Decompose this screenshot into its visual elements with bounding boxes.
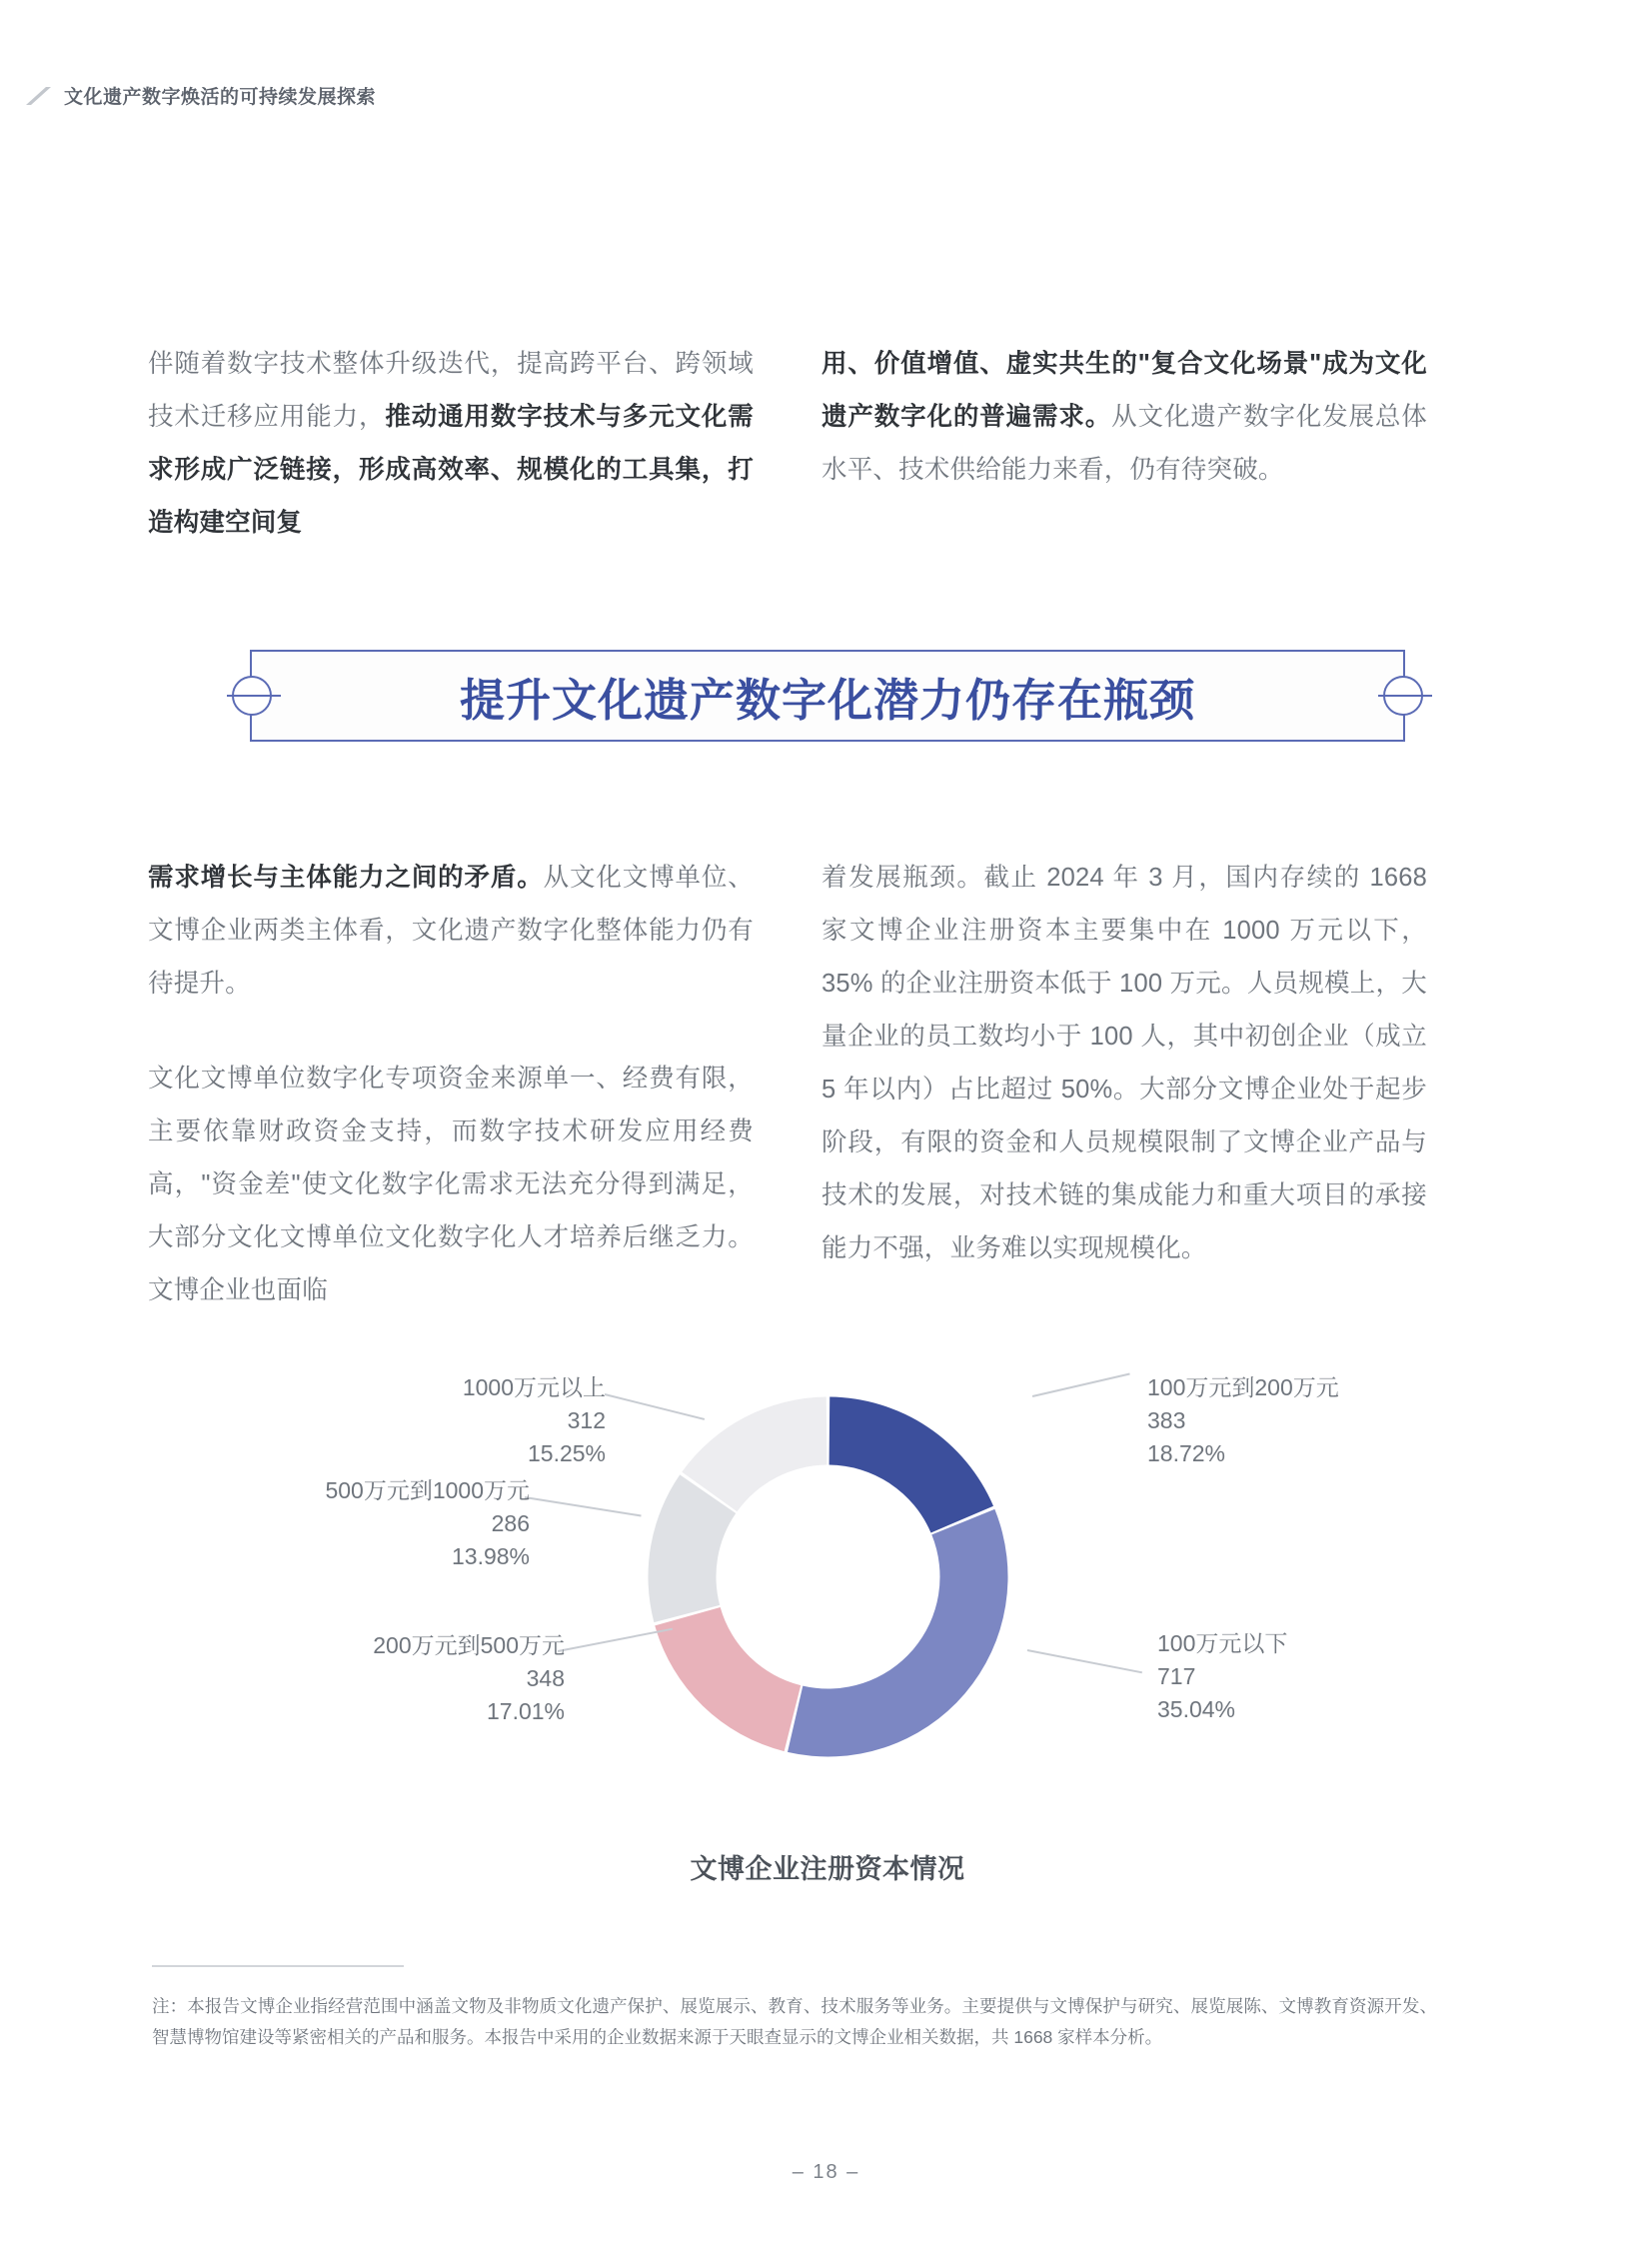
chevron-flag-icon: [26, 86, 52, 106]
leader-line-100-below: [1027, 1649, 1142, 1673]
slice-label-text: 1000万元以上: [462, 1374, 606, 1400]
main-left-lead-bold: 需求增长与主体能力之间的矛盾。: [148, 864, 544, 892]
slice-value-text: 348: [526, 1665, 565, 1691]
slice-percent-text: 35.04%: [1157, 1696, 1236, 1722]
slice-label-text: 200万元到500万元: [373, 1632, 565, 1658]
slice-label-100-200: [1147, 1371, 1409, 1470]
slice-value-text: 312: [567, 1407, 606, 1433]
leader-line-500-1000: [525, 1496, 642, 1516]
chart-title: 文博企业注册资本情况: [690, 1854, 965, 1884]
donut-svg: [641, 1389, 1015, 1764]
slice-label-200-500: [303, 1629, 565, 1728]
running-header-title: 文化遗产数字焕活的可持续发展探索: [64, 87, 377, 108]
registered-capital-donut-chart: [148, 1369, 1507, 1929]
intro-left-bold: 推动通用数字技术与多元文化需求形成广泛链接，形成高效率、规模化的工具集，打造构建空间复: [148, 403, 754, 537]
running-header: [26, 82, 376, 109]
intro-right-column: [822, 338, 1427, 550]
intro-left-plain: 伴随着数字技术整体升级迭代，提高跨平台、跨领域技术迁移应用能力，: [148, 350, 754, 431]
intro-columns: [148, 338, 1427, 550]
slice-value-text: 717: [1157, 1663, 1196, 1689]
intro-paragraph-left: [148, 338, 754, 550]
slice-percent-text: 15.25%: [527, 1440, 606, 1466]
slice-percent-text: 18.72%: [1147, 1440, 1226, 1466]
donut-graphic: [641, 1389, 1015, 1764]
slice-percent-text: 17.01%: [486, 1698, 565, 1724]
slice-value-text: 286: [491, 1510, 530, 1536]
footnote-divider: [152, 1965, 404, 1967]
slice-label-500-1000: [268, 1474, 530, 1573]
intro-right-plain: 从文化遗产数字化发展总体水平、技术供给能力来看，仍有待突破。: [822, 403, 1428, 484]
slice-label-text: 100万元到200万元: [1147, 1374, 1339, 1400]
slice-percent-text: 13.98%: [451, 1543, 530, 1569]
donut-slice: [829, 1397, 993, 1533]
main-left-column: [148, 852, 754, 1317]
main-right-paragraph-1: 着发展瓶颈。截止 2024 年 3 月，国内存续的 1668 家文博企业注册资本主要集中在 1000 万元以下，35% 的企业注册资本低于 100 万元。人员规模上，大量企业的员工数均小于 100 人，其中初创企业（成立 5 年以内）占比超过 50%。大部分文博企业处于起步阶段，有限的资金和人员规模限制了文博企业产品与技术的发展，对技术链的集成能力和重大项目的承接能力不强，业务难以实现规模化。: [822, 864, 1427, 1262]
intro-right-bold: 用、价值增值、虚实共生的"复合文化场景"成为文化遗产数字化的普遍需求。: [822, 350, 1427, 431]
leader-line-100-200: [1032, 1373, 1130, 1397]
main-left-paragraph-2: 文化文博单位数字化专项资金来源单一、经费有限，主要依靠财政资金支持，而数字技术研发应用经费高，"资金差"使文化数字化需求无法充分得到满足，大部分文化文博单位文化数字化人才培养后继乏力。文博企业也面临: [148, 1065, 754, 1304]
footnote-text: 注：本报告文博企业指经营范围中涵盖文物及非物质文化遗产保护、展览展示、教育、技术服务等业务。主要提供与文博保护与研究、展览展陈、文博教育资源开发、智慧博物馆建设等紧密相关的产品和服务。本报告中采用的企业数据来源于天眼查显示的文博企业相关数据，共 1668 家样本分析。: [152, 1996, 1437, 2047]
slice-label-100-below: [1157, 1627, 1397, 1726]
slice-label-1000-above: [356, 1371, 606, 1470]
intro-left-column: [148, 338, 754, 550]
slice-label-text: 100万元以下: [1157, 1630, 1288, 1656]
main-columns: [148, 852, 1427, 1317]
main-left-paragraph-1: [148, 852, 754, 1011]
main-left-lead-plain: 从文化文博单位、文博企业两类主体看，文化遗产数字化整体能力仍有待提升。: [148, 864, 754, 998]
main-right-column: [822, 852, 1427, 1317]
section-title: 提升文化遗产数字化潜力仍存在瓶颈: [459, 674, 1195, 726]
donut-slice: [655, 1607, 801, 1751]
slice-label-text: 500万元到1000万元: [325, 1477, 530, 1503]
slice-value-text: 383: [1147, 1407, 1186, 1433]
page-number: – 18 –: [792, 2161, 860, 2183]
donut-slice: [788, 1509, 1007, 1757]
section-heading-banner: [232, 650, 1423, 742]
paragraph-spacer: [148, 1011, 754, 1053]
intro-paragraph-right: [822, 338, 1427, 497]
